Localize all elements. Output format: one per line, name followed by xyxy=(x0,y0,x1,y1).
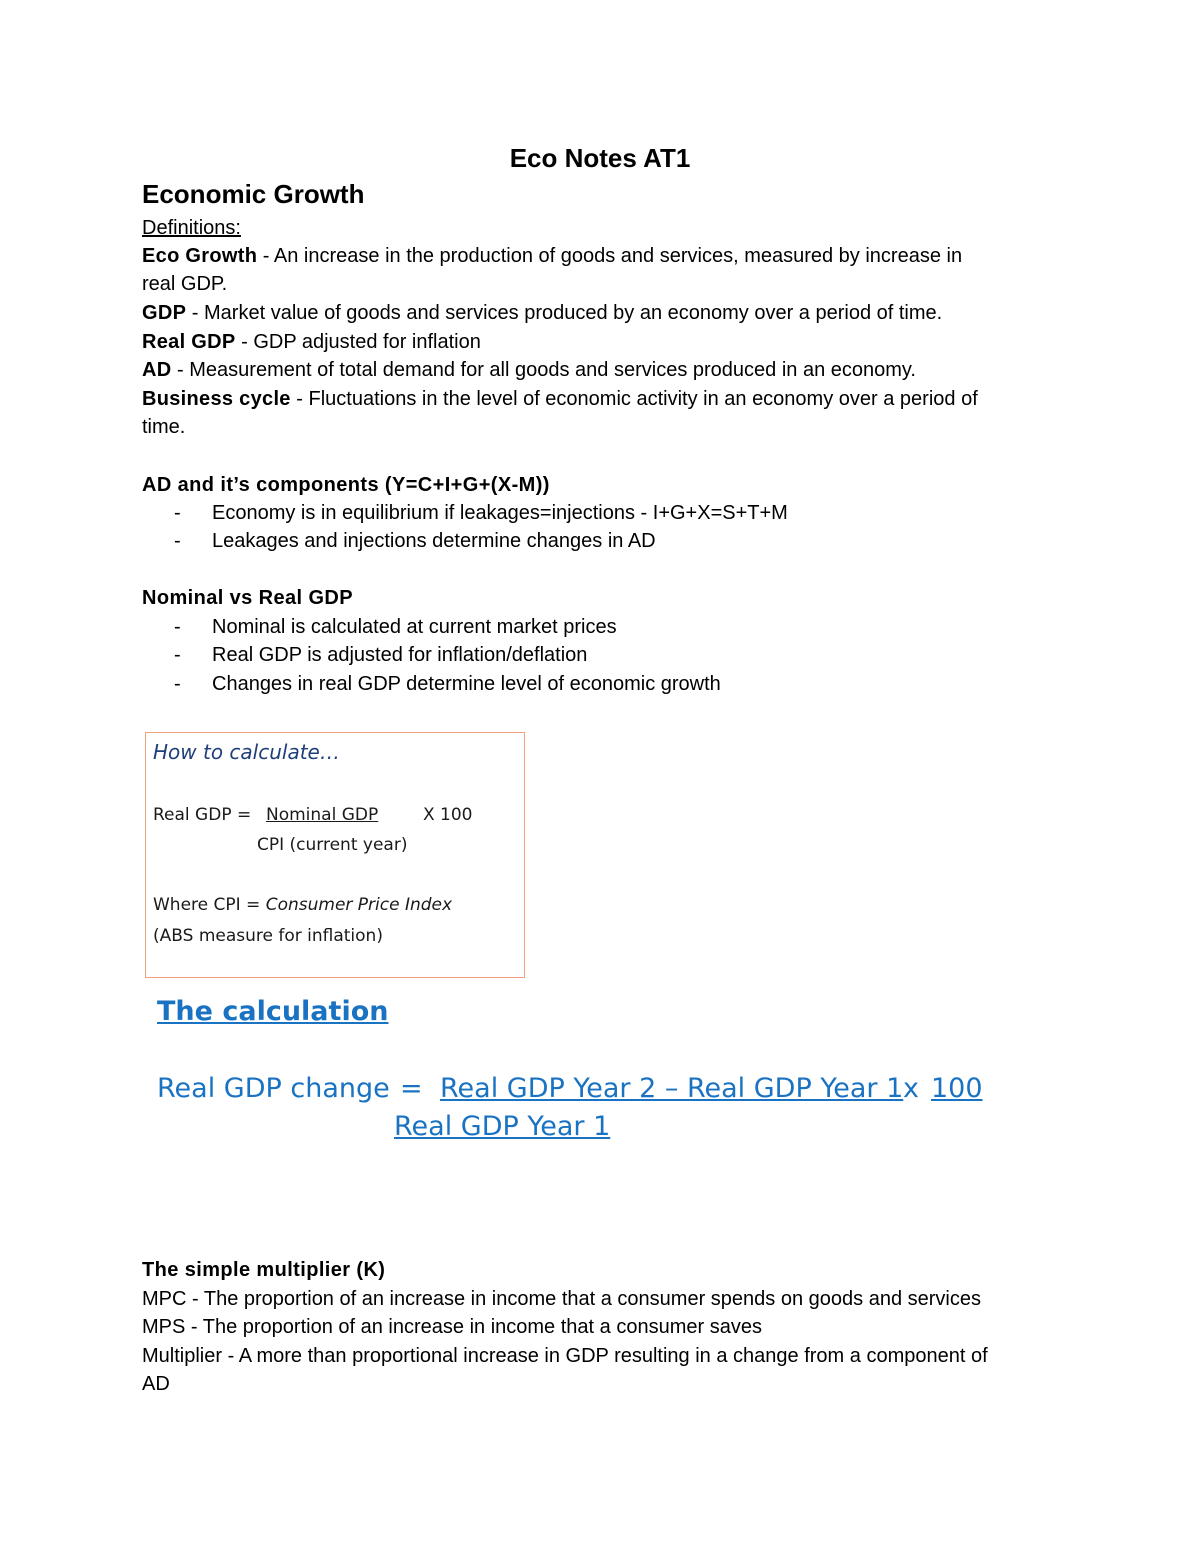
definition-text: real GDP. xyxy=(142,273,228,295)
definition-term: Eco Growth xyxy=(142,245,258,267)
nominal-vs-real-heading: Nominal vs Real GDP xyxy=(142,587,353,609)
definition-text: - An increase in the production of goods and services, measured by increase in xyxy=(257,245,963,267)
section-heading-economic-growth: Economic Growth xyxy=(142,179,365,209)
document-title: Eco Notes AT1 xyxy=(509,143,691,173)
how-to-calculate-box xyxy=(145,732,525,978)
calculation-lhs: Real GDP change xyxy=(157,1073,390,1104)
bullet-text: Real GDP is adjusted for inflation/deflation xyxy=(212,644,588,666)
definition-term: Business cycle xyxy=(142,388,291,410)
calculation-numerator: Real GDP Year 2 – Real GDP Year 1 xyxy=(440,1073,904,1104)
definition-eco-growth xyxy=(142,242,1062,270)
definitions-label: Definitions: xyxy=(142,217,241,239)
bullet-text: Changes in real GDP determine level of economic growth xyxy=(212,673,721,695)
multiplier-heading: The simple multiplier (K) xyxy=(142,1259,386,1281)
multiplier-line-multiplier-cont: AD xyxy=(142,1373,170,1395)
cpi-note: (ABS measure for inflation) xyxy=(153,926,383,946)
bullet-dash: - xyxy=(174,502,181,524)
definition-text: - GDP adjusted for inflation xyxy=(235,331,481,353)
definition-business-cycle-cont xyxy=(142,413,1062,441)
bullet-dash: - xyxy=(174,616,181,638)
cpi-definition-prefix: Where CPI = xyxy=(153,895,266,915)
definition-business-cycle xyxy=(142,385,1062,413)
ad-components-heading: AD and it’s components (Y=C+I+G+(X-M)) xyxy=(142,474,550,496)
calculation-times: x xyxy=(903,1073,919,1104)
multiplier-line-mpc: MPC - The proportion of an increase in income that a consumer spends on goods and services xyxy=(142,1288,981,1310)
multiplier-line-mps: MPS - The proportion of an increase in income that a consumer saves xyxy=(142,1316,762,1338)
calculation-hundred: 100 xyxy=(931,1073,983,1104)
definition-term: Real GDP xyxy=(142,331,236,353)
bullet-dash: - xyxy=(174,644,181,666)
cpi-definition xyxy=(153,894,452,916)
formula-numerator: Nominal GDP xyxy=(266,805,379,825)
definition-real-gdp xyxy=(142,328,1062,356)
definition-text: - Measurement of total demand for all goods and services produced in an economy. xyxy=(171,359,916,381)
bullet-text: Nominal is calculated at current market prices xyxy=(212,616,617,638)
calculation-title: The calculation xyxy=(157,996,389,1027)
bullet-text: Leakages and injections determine changes in AD xyxy=(212,530,656,552)
definition-eco-growth-cont xyxy=(142,270,1062,298)
multiplier-line-multiplier: Multiplier - A more than proportional increase in GDP resulting in a change from a component of xyxy=(142,1345,988,1367)
definition-term: AD xyxy=(142,359,172,381)
bullet-dash: - xyxy=(174,530,181,552)
calculation-equals: = xyxy=(400,1073,423,1104)
formula-times: X 100 xyxy=(423,805,473,825)
how-to-calculate-title: How to calculate… xyxy=(153,740,340,764)
definition-gdp xyxy=(142,299,1062,327)
definition-text: - Market value of goods and services produced by an economy over a period of time. xyxy=(186,302,943,324)
definition-term: GDP xyxy=(142,302,187,324)
definition-text: - Fluctuations in the level of economic activity in an economy over a period of xyxy=(290,388,978,410)
definition-text: time. xyxy=(142,416,186,438)
formula-denominator: CPI (current year) xyxy=(257,835,408,855)
formula-lhs: Real GDP = xyxy=(153,805,252,825)
definition-ad xyxy=(142,356,1062,384)
bullet-dash: - xyxy=(174,673,181,695)
cpi-definition-term: Consumer Price Index xyxy=(265,895,453,915)
bullet-text: Economy is in equilibrium if leakages=injections - I+G+X=S+T+M xyxy=(212,502,788,524)
calculation-denominator: Real GDP Year 1 xyxy=(394,1111,611,1142)
